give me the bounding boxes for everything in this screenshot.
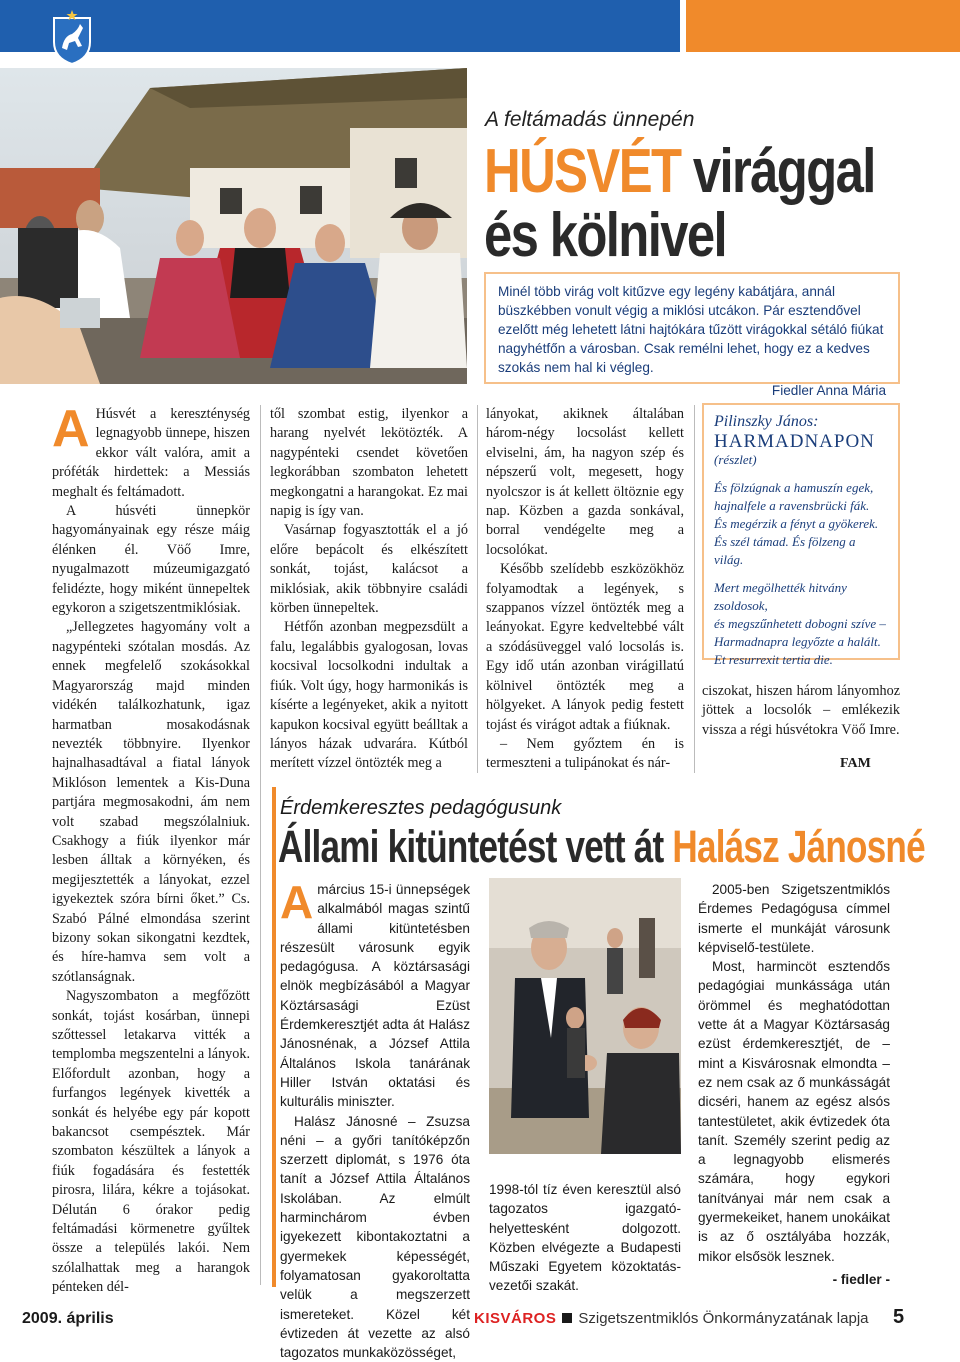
article-column-4: ciszokat, hiszen három lányomhoz jöttek a locsolók – emlékezik vissza a régi húsvétokra Vöő Imre. [702,683,900,738]
paragraph [52,400,250,502]
footer-publication [474,1310,869,1327]
header-bar-orange [686,0,960,52]
article2-column-1 [280,876,470,1362]
paragraph: Vasárnap fogyasztották el a jó előre bepácolt és elkészített sonkát, tojást, kalácsot a miklósiak, akik többnyire családi körben ünnepeltek. [270,522,468,617]
poem-line: Et resurrexit tertia die. [714,652,833,667]
poem-line: És szél támad. És fölzeng a világ. [714,534,856,567]
footer-publication-name: Szigetszentmiklós Önkormányzatának lapja [578,1310,869,1327]
headline-main: Állami kitüntetést vett át [278,821,673,872]
drop-cap: A [280,876,314,928]
footer-brand: KISVÁROS [474,1310,557,1327]
paragraph: Halász Jánosné – Zsuzsa néni – a győri tanítóképzőn szerzett diplomát, s 1976 óta tanít a József Attila Általános Iskolában. Az elmúlt harminchárom évben igyekezett kibontakoztatni a gyermekek képességét, folyamatosan gyakoroltatta velük a megszerzett ismereteket. Közel két évtizeden át vezette az alsó tagozatos munkaközösséget, [280,1113,470,1361]
poem-line: és megszűnhetett dobogni szíve – [714,616,886,631]
paragraph-text: Húsvét a kereszténység legnagyobb ünnepe, hiszen ekkor vált valóra, amit a próféták hirdettek: a Messiás meghalt és feltámadott. [52,406,250,500]
poem-stanza [714,579,888,669]
poem-box [702,403,900,667]
paragraph [280,876,470,1112]
column-divider [694,405,695,773]
column-divider [260,405,261,1285]
article2-headline [278,820,925,874]
article-headline [484,137,875,270]
poem-subtitle: (részlet) [714,452,757,467]
poem-line: Mert megölhették hitvány zsoldosok, [714,580,847,613]
poem-stanza [714,479,888,569]
paragraph: 2005-ben Szigetszentmiklós Érdemes Pedagógusa címmel ismerte el munkáját városunk képviselő-testülete. [698,882,890,955]
article-column-1 [52,400,250,1298]
paragraph: től szombat estig, ilyenkor a harang nyelvét lekötözték. A nagypénteki csendet követően legkorábban szombaton lehetett megkongatni a harangokat. Ez mai napig is így van. [270,406,468,520]
page-number: 5 [893,1306,905,1328]
article-column-3 [486,405,684,774]
headline-rest: virággal [680,137,875,206]
article2-column-3 [698,880,890,1289]
header-bar-blue [0,0,680,52]
paragraph: A húsvéti ünnepkör hagyományainak egy része máig élénken él. Vöő Imre, nyugalmazott múzeumigazgató felidézte, hogy miként ünnepeltek egykoron a szigetszentmiklósiak. [52,503,250,617]
drop-cap: A [52,400,90,458]
article-signature: FAM [840,756,871,771]
poem-title: HARMADNAPON [714,431,875,452]
section-accent-bar [272,787,276,1287]
paragraph: „Jellegzetes hagyomány volt a nagypénteki szótalan mosdás. Az ennek megfelelő szokásokkal Magyarország majd minden vidékén találkozhatunk, igaz harmatban mosakodásnak nevezték többnyire. Ilyenkor hajnalhasadtával a fiatal lányok Miklóson lementek a Kis-Duna partjára megmosakodni, ám nem volt szabad megszólalniuk. Csakhogy a fiúk ilyenkor már lesben álltak a környéken, és megijesztették a lányokat, ezzel igyekeztek szóra bírni őket.” Cs. Szabó Pálné elmondása szerint bizony sokan sikongatni kezdtek, és híre-hamva sem volt a szótlanságnak. [52,619,250,985]
article2-kicker: Érdemkeresztes pedagógusunk [280,797,562,819]
easter-folk-dance-photo [0,68,467,384]
column-divider [477,405,478,773]
poem-author: Pilinszky János: [714,413,819,430]
headline-line2: és kölnivel [484,201,726,270]
lead-author: Fiedler Anna Mária [771,383,886,398]
square-bullet-icon [562,1313,572,1323]
article-column-2 [270,405,468,774]
poem-line: És fölzúgnak a hamuszín egek, [714,480,874,495]
paragraph-text: március 15-i ünnepségek alkalmából magas szintű állami kitüntetésben részesült városunk egyik pedagógusa. A köztársasági elnök megbízásából a Magyar Köztársasági Ezüst Érdemkeresztjét adta át Halász Jánosnénak, a József Attila Általános Iskola tanárának Hiller István oktatási és kulturális miniszter. [280,882,470,1110]
paragraph: lányokat, akiknek általában három-négy locsolást kellett elviselni, ám, ha nagyon szép és népszerű volt, megesett, hogy nyolcszor is át kellett öltöznie egy nap. Közben a gazda sonkával, borral vendégelte meg a locsolókat. [486,406,684,558]
poem-line: És megérzik a fényt a gyökerek. [714,516,879,531]
town-crest-icon [50,10,94,66]
headline-accent: HÚSVÉT [484,137,681,206]
article-kicker: A feltámadás ünnepén [485,108,695,131]
article2-signature: - fiedler - [832,1271,890,1287]
paragraph: Nagyszombaton a megfőzött sonkát, tojást kosárban, ünnepi szőttessel letakarva vitték a templomba megszentelni a lányok. Előfordult azonban, hogy a furfangos legények kivették a sonkát és helyébe egy pár kopott bakancsot csempésztek. Már szombaton készültek a lányok a fiúk fogadására és festették pirosra, lilára, kékre a tojásokat. Délután 6 órakor pedig feltámadási körmenetre gyűltek össze a település lakói. Nem szólalhattak meg a harangok pénteken dél- [52,988,250,1296]
poem-line: Harmadnapra legyőzte a halált. [714,634,881,649]
poem-line: hajnalfele a ravensbrücki fák. [714,498,870,513]
paragraph: Most, harmincöt esztendős pedagógiai munkássága után örömmel és meghatódottan vette át a Magyar Köztársaság ezüst érdemkeresztjét, de – mint a Kisvárosnak elmondta – ez nem csak az ő munkásságát dicséri, hanem az egész alsós tantestületet, akik évtizedek óta tanít. Személy szerint pedig az a legnagyobb elismerés számára, hogy egykori tanítványai már nem csak a gyermekeiket, hanem unokáikat is az ő osztályába hozzák, mikor elsősök lesznek. [698,959,890,1264]
lead-text: Minél több virág volt kitűzve egy legény kabátjára, annál büszkébben vonult végig a miklósi utcákon. Pár esztendővel ezelőtt még lehetett látni hajtókára tűzött virágokkal sétáló fiúkat nagyhétfőn a városban. Csak remélni lehet, hogy ez a kedves szokás nem hal ki végleg. [498,284,884,375]
footer-date: 2009. április [22,1310,114,1327]
paragraph: Később szelídebb eszközökhöz folyamodtak a legények, s szappanos vízzel öntözték meg a leányokat. Egyre kedveltebbé vált a szódásüveggel való locsolás is. Egy idő után azonban virágillatú kölnivel öntözték meg a hölgyeket. A lányok pedig festett tojást és virágot adtak a fiúknak. [486,561,684,733]
award-ceremony-photo [489,878,681,1154]
article2-column-2: 1998-tól tíz éven keresztül alsó tagozatos igazgató-helyettesként dolgozott. Közben elvégezte a Budapesti Műszaki Egyetem közoktatás-vezetői szakát. [489,1182,681,1294]
paragraph: Hétfőn azonban megpezsdült a falu, legalábbis gyalogosan, lovas kocsival locsolkodni indultak a fiúk. Volt úgy, hogy harmonikás is kísérte a legényeket, akik a nyitott kapukon kocsival együtt beálltak a lányos házak udvarára. Kútból merített vízzel öntözték meg a [270,619,468,772]
headline-accent: Halász Jánosné [672,821,925,872]
lead-box [484,272,900,398]
paragraph: – Nem győztem én is termeszteni a tulipánokat és nár- [486,735,684,772]
